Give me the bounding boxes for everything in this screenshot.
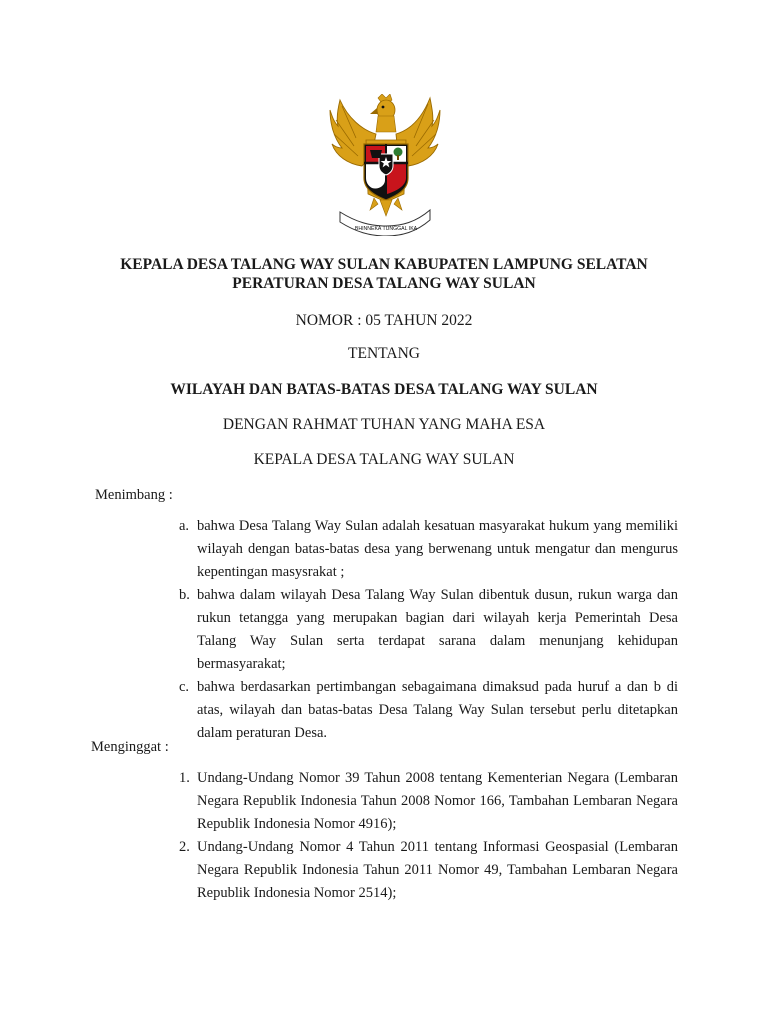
list-item [175,515,678,584]
list-item-text: bahwa Desa Talang Way Sulan adalah kesatuan masyarakat hukum yang memiliki wilayah dengan batas-batas desa yang berwenang untuk mengatur dan mengurus kepentingan masysrakat ; [197,518,678,580]
list-marker: 1. [179,770,190,786]
header-line-1: KEPALA DESA TALANG WAY SULAN KABUPATEN LAMPUNG SELATAN [120,256,648,273]
tentang-label: TENTANG [348,345,420,362]
document-header [60,255,708,293]
rahmat-line: DENGAN RAHMAT TUHAN YANG MAHA ESA [222,416,546,433]
regulation-title: WILAYAH DAN BATAS-BATAS DESA TALANG WAY SULAN [170,381,598,398]
garuda-emblem [326,94,442,236]
list-item-text: bahwa dalam wilayah Desa Talang Way Sulan dibentuk dusun, rukun warga dan rukun tetangga yang merupakan bagian dari wilayah kerja Pemerintah Desa Talang Way Sulan serta terdapat sarana dalam menunjang kehidupan bermasyarakat; [197,587,678,672]
list-item-text: Undang-Undang Nomor 4 Tahun 2011 tentang Informasi Geospasial (Lembaran Negara Republik Indonesia Tahun 2011 Nomor 49, Tambahan Lembaran Negara Republik Indonesia Nomor 2514); [197,839,678,901]
list-item [175,584,678,676]
list-item-text: bahwa berdasarkan pertimbangan sebagaimana dimaksud pada huruf a dan b di atas, wilayah dan batas-batas Desa Talang Way Sulan tersebut perlu ditetapkan dalam peraturan Desa. [197,679,678,741]
list-item [175,676,678,745]
emblem-motto: BHINNEKA TUNGGAL IKA [354,226,418,232]
menimbang-list [175,515,678,745]
list-marker: c. [179,679,190,695]
list-marker: b. [179,587,190,603]
regulation-number: NOMOR : 05 TAHUN 2022 [295,312,473,329]
header-line-2: PERATURAN DESA TALANG WAY SULAN [232,275,536,292]
list-item [175,836,678,905]
official-title: KEPALA DESA TALANG WAY SULAN [253,451,515,468]
list-marker: 2. [179,839,190,855]
list-item-text: Undang-Undang Nomor 39 Tahun 2008 tentang Kementerian Negara (Lembaran Negara Republik Indonesia Tahun 2008 Nomor 166, Tambahan Lembaran Negara Republik Indonesia Nomor 4916); [197,770,678,832]
list-marker: a. [179,518,190,534]
menimbang-label: Menimbang : [95,487,173,503]
mengingat-list [175,767,678,905]
mengingat-label: Menginggat : [91,739,169,755]
list-item [175,767,678,836]
